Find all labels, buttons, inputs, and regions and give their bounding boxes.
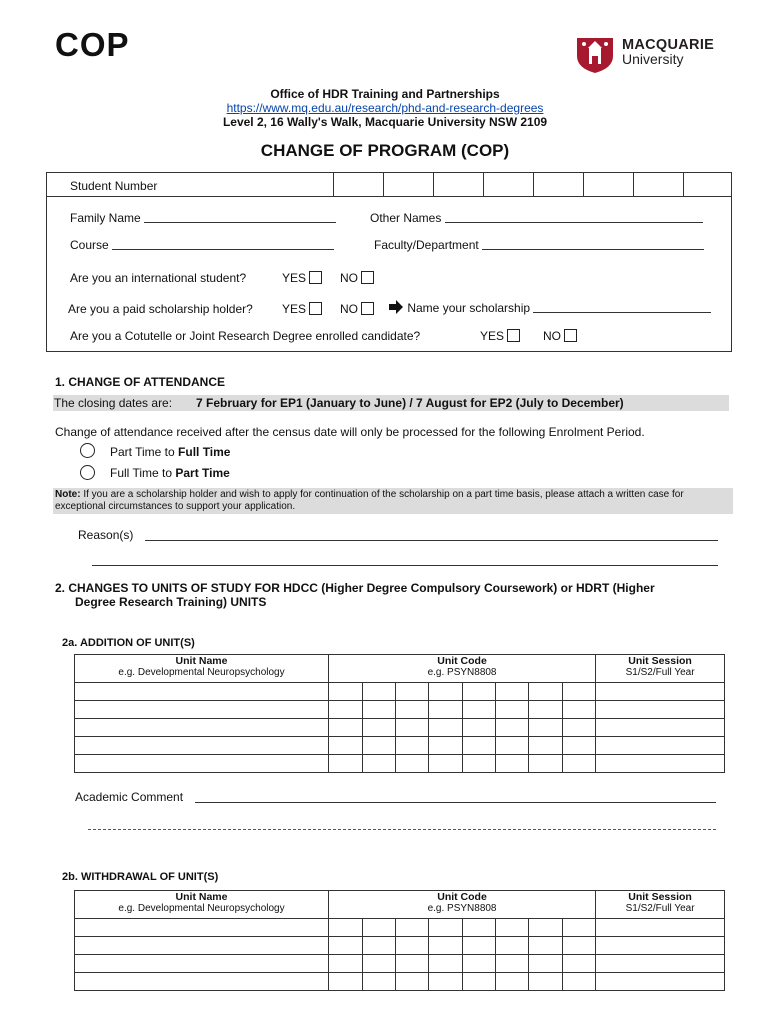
table-row[interactable]	[75, 683, 725, 701]
digit-cell[interactable]	[483, 172, 533, 197]
international-no-label: NO	[340, 271, 358, 285]
cotutelle-no-checkbox[interactable]	[564, 329, 577, 342]
scholarship-no-checkbox[interactable]	[361, 302, 374, 315]
other-names-label: Other Names	[370, 211, 442, 225]
table-row[interactable]	[75, 919, 725, 937]
student-number-field[interactable]	[333, 172, 733, 197]
international-yes-label: YES	[282, 271, 307, 285]
scholarship-name-field[interactable]	[533, 312, 711, 313]
faculty-label: Faculty/Department	[374, 238, 479, 252]
academic-comment-label: Academic Comment	[75, 790, 184, 804]
census-text: Change of attendance received after the census date will only be processed for the following Enrolment Period.	[55, 425, 645, 439]
international-question: Are you an international student?	[70, 271, 247, 285]
unit-name-header: Unit Name	[175, 655, 228, 667]
section2-heading-line1: 2. CHANGES TO UNITS OF STUDY FOR HDCC (Higher Degree Compulsory Coursework) or HDRT (Higher	[55, 581, 655, 595]
unit-code-header: Unit Code	[437, 891, 487, 903]
other-names-field[interactable]	[445, 222, 703, 223]
academic-comment-field-line2[interactable]	[88, 829, 716, 830]
unit-session-example: S1/S2/Full Year	[625, 667, 695, 678]
digit-cell[interactable]	[333, 172, 383, 197]
table-row[interactable]	[75, 719, 725, 737]
faculty-field[interactable]	[482, 249, 704, 250]
scholarship-no-label: NO	[340, 302, 358, 316]
addition-units-table	[74, 654, 725, 773]
scholarship-yes-checkbox[interactable]	[309, 302, 322, 315]
cotutelle-yes-checkbox[interactable]	[507, 329, 520, 342]
unit-name-header: Unit Name	[175, 891, 228, 903]
withdrawal-units-table	[74, 890, 725, 991]
table-row[interactable]	[75, 955, 725, 973]
cotutelle-yes-label: YES	[480, 329, 505, 343]
digit-cell[interactable]	[583, 172, 633, 197]
office-url-link[interactable]: https://www.mq.edu.au/research/phd-and-research-degrees	[226, 101, 544, 115]
digit-cell[interactable]	[433, 172, 483, 197]
withdrawal-heading: 2b. WITHDRAWAL OF UNIT(S)	[62, 871, 219, 883]
cotutelle-question: Are you a Cotutelle or Joint Research Degree enrolled candidate?	[70, 329, 421, 343]
scholarship-note	[53, 488, 733, 514]
arrow-right-icon	[388, 300, 404, 314]
unit-session-header: Unit Session	[628, 655, 692, 667]
reason-field-line2[interactable]	[92, 565, 718, 566]
student-number-label: Student Number	[70, 179, 158, 193]
international-no-checkbox[interactable]	[361, 271, 374, 284]
full-to-part-label: Full Time to	[110, 466, 176, 480]
scholarship-question: Are you a paid scholarship holder?	[68, 302, 253, 316]
table-row[interactable]	[75, 937, 725, 955]
table-row[interactable]	[75, 755, 725, 773]
unit-session-header: Unit Session	[628, 891, 692, 903]
table-row[interactable]	[75, 701, 725, 719]
form-code-title: COP	[55, 26, 130, 63]
part-to-full-radio[interactable]	[80, 443, 95, 458]
cotutelle-no-label: NO	[543, 329, 561, 343]
international-yes-checkbox[interactable]	[309, 271, 322, 284]
section2-heading-line2: Degree Research Training) UNITS	[75, 595, 267, 609]
table-row[interactable]	[75, 973, 725, 991]
scholarship-name-label: Name your scholarship	[407, 301, 531, 315]
table-row[interactable]	[75, 737, 725, 755]
full-to-part-label-bold: Part Time	[175, 466, 230, 480]
closing-dates-value: 7 February for EP1 (January to June) / 7 August for EP2 (July to December)	[196, 396, 624, 410]
logo-name: MACQUARIE	[622, 37, 715, 53]
reason-label: Reason(s)	[78, 528, 134, 542]
course-field[interactable]	[112, 249, 334, 250]
note-label: Note:	[55, 489, 81, 500]
reason-field-line1[interactable]	[145, 540, 718, 541]
office-address: Level 2, 16 Wally's Walk, Macquarie University NSW 2109	[222, 115, 548, 129]
family-name-field[interactable]	[144, 222, 336, 223]
scholarship-yes-label: YES	[282, 302, 307, 316]
logo-subtitle: University	[622, 51, 684, 67]
section1-heading: 1. CHANGE OF ATTENDANCE	[55, 375, 226, 389]
unit-name-example: e.g. Developmental Neuropsychology	[118, 903, 285, 914]
macquarie-crest-icon	[575, 34, 615, 74]
unit-code-header: Unit Code	[437, 655, 487, 667]
addition-heading: 2a. ADDITION OF UNIT(S)	[62, 637, 195, 649]
course-label: Course	[70, 238, 109, 252]
digit-cell[interactable]	[633, 172, 683, 197]
closing-dates-label: The closing dates are:	[54, 396, 173, 410]
closing-dates-band	[53, 395, 729, 411]
unit-session-example: S1/S2/Full Year	[625, 903, 695, 914]
digit-cell[interactable]	[533, 172, 583, 197]
unit-name-example: e.g. Developmental Neuropsychology	[118, 667, 285, 678]
office-name: Office of HDR Training and Partnerships	[270, 87, 500, 101]
note-text: If you are a scholarship holder and wish to apply for continuation of the scholarship on a part time basis, please attach a written case for exceptional circumstances to support your application.	[55, 489, 684, 512]
unit-code-example: e.g. PSYN8808	[427, 667, 497, 678]
unit-code-example: e.g. PSYN8808	[427, 903, 497, 914]
part-to-full-label-bold: Full Time	[178, 445, 231, 459]
family-name-label: Family Name	[70, 211, 141, 225]
academic-comment-field[interactable]	[195, 802, 716, 803]
digit-cell[interactable]	[383, 172, 433, 197]
part-to-full-label: Part Time to	[110, 445, 179, 459]
macquarie-logo	[575, 34, 725, 74]
full-to-part-radio[interactable]	[80, 465, 95, 480]
digit-cell[interactable]	[683, 172, 733, 197]
student-details-box	[46, 172, 732, 352]
page-title: CHANGE OF PROGRAM (COP)	[260, 141, 510, 160]
